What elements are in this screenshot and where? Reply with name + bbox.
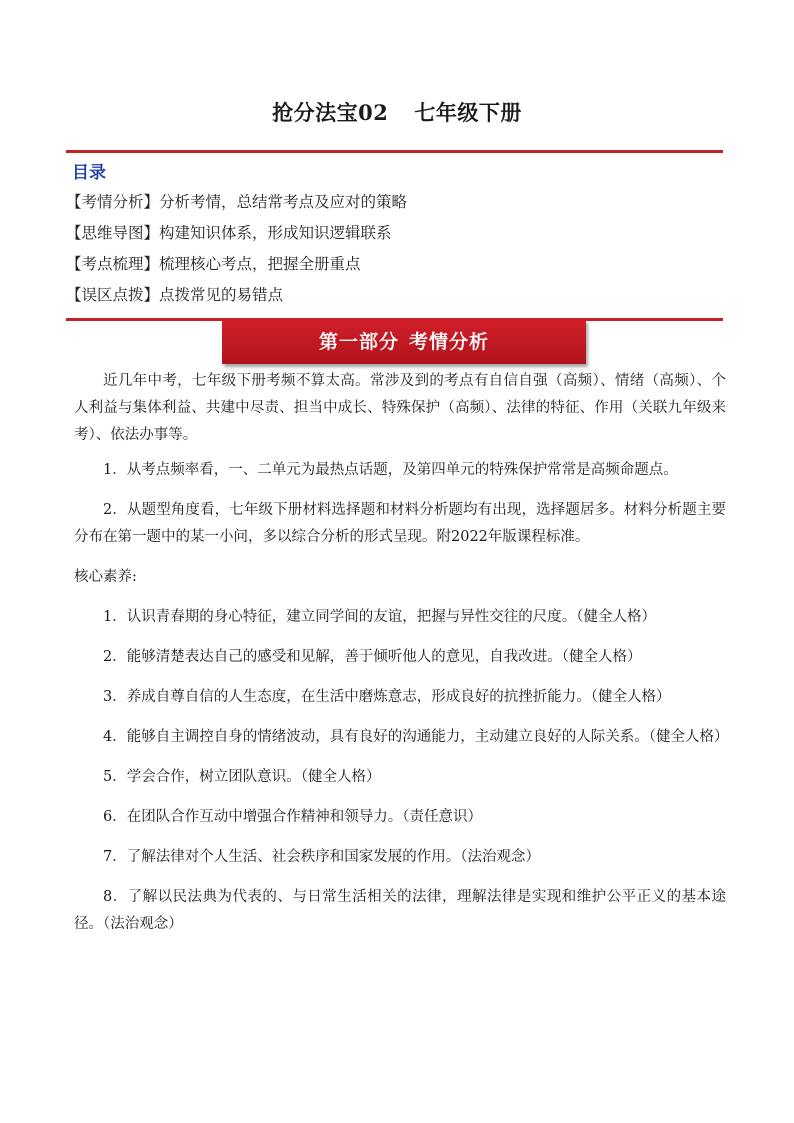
- core-item-6: 6．在团队合作互动中增强合作精神和领导力。（责任意识）: [103, 809, 482, 825]
- page-title: [0, 97, 794, 127]
- section-part: 第一部分: [318, 331, 399, 353]
- toc-item-mindmap: 【思维导图】构建知识体系，形成知识逻辑联系: [66, 224, 392, 242]
- point-1: 1．从考点频率看，一、二单元为最热点话题，及第四单元的特殊保护常常是高频命题点。: [103, 462, 678, 478]
- section-banner: [222, 320, 586, 364]
- core-item-7: 7．了解法律对个人生活、社会秩序和国家发展的作用。（法治观念）: [103, 849, 540, 865]
- section-content: [74, 368, 729, 951]
- core-item-5: 5．学会合作，树立团队意识。（健全人格）: [103, 769, 381, 785]
- toc-list: [66, 188, 407, 312]
- toc-item-analysis: 【考情分析】分析考情，总结常考点及应对的策略: [66, 193, 408, 211]
- core-literacy-label: 核心素养:: [74, 569, 137, 585]
- section-name: 考情分析: [409, 331, 490, 353]
- top-divider: [66, 150, 723, 153]
- toc-heading: 目录: [72, 163, 106, 183]
- point-2: 2．从题型角度看，七年级下册材料选择题和材料分析题均有出现，选择题居多。材料分析题主要分布在第一题中的某一小问，多以综合分析的形式呈现。附2022年版课程标准。: [74, 502, 726, 545]
- title-part1: 抢分法宝02: [272, 100, 389, 125]
- toc-item-keypoints: 【考点梳理】梳理核心考点，把握全册重点: [66, 255, 361, 273]
- core-item-1: 1．认识青春期的身心特征，建立同学间的友谊，把握与异性交往的尺度。（健全人格）: [103, 609, 656, 625]
- core-item-3: 3．养成自尊自信的人生态度，在生活中磨炼意志，形成良好的抗挫折能力。（健全人格）: [103, 689, 671, 705]
- title-part2: 七年级下册: [414, 100, 522, 125]
- core-item-2: 2．能够清楚表达自己的感受和见解，善于倾听他人的意见，自我改进。（健全人格）: [103, 649, 642, 665]
- toc-item-mistakes: 【误区点拨】点拨常见的易错点: [66, 286, 284, 304]
- intro-paragraph: 近几年中考，七年级下册考频不算太高。常涉及到的考点有自信自强（高频）、情绪（高频）、个人利益与集体利益、共建中尽责、担当中成长、特殊保护（高频）、法律的特征、作用（关联九年级来考）、依法办事等。: [74, 373, 726, 443]
- core-item-4: 4．能够自主调控自身的情绪波动，具有良好的沟通能力，主动建立良好的人际关系。（健全人格）: [103, 729, 729, 745]
- core-item-8: 8．了解以民法典为代表的、与日常生活相关的法律，理解法律是实现和维护公平正义的基本途径。（法治观念）: [74, 889, 726, 932]
